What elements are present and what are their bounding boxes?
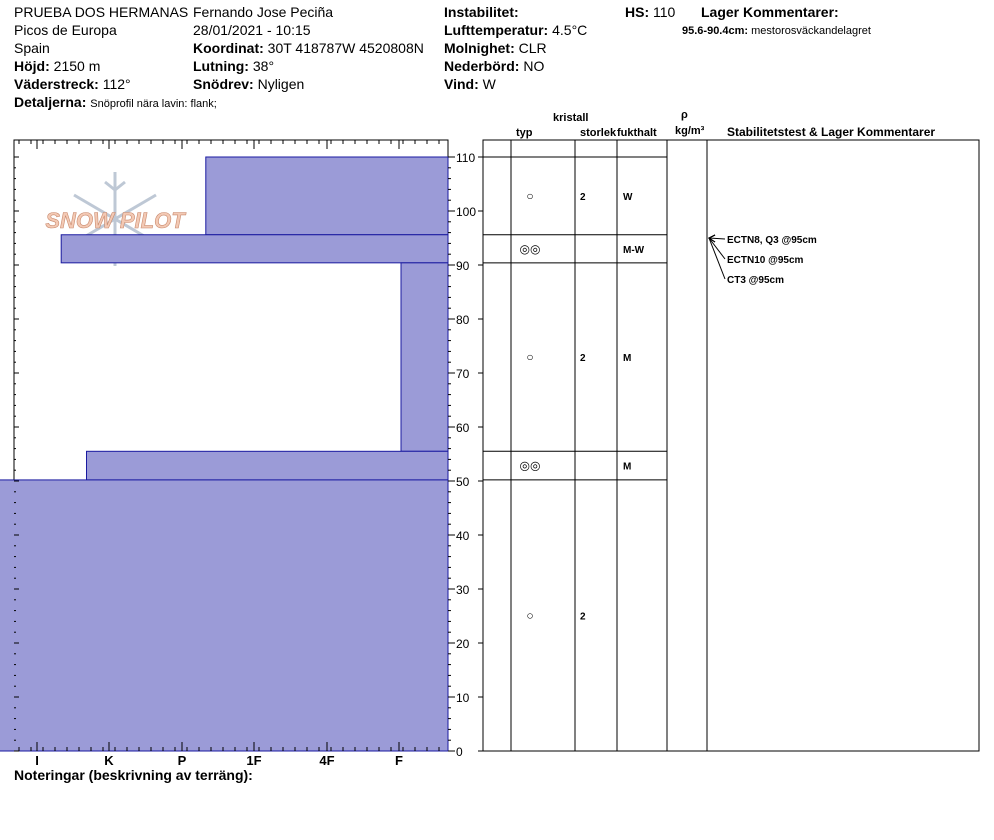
hardness-label-I: I bbox=[35, 753, 39, 768]
sky-value: CLR bbox=[518, 40, 547, 56]
col-stability: Stabilitetstest & Lager Kommentarer bbox=[727, 125, 936, 139]
aspect-label: Väderstreck: bbox=[14, 76, 99, 92]
stability-leader-2 bbox=[709, 238, 725, 279]
depth-tick-label-110: 110 bbox=[456, 151, 476, 165]
airtemp-value: 4.5°C bbox=[552, 22, 588, 38]
layer-table-frame bbox=[483, 140, 979, 751]
drift-value: Nyligen bbox=[257, 76, 305, 92]
stability-test-1: ECTN10 @95cm bbox=[727, 255, 804, 266]
moisture-0: W bbox=[623, 191, 633, 203]
stability-test-2: CT3 @95cm bbox=[727, 275, 784, 286]
depth-tick-label-100: 100 bbox=[456, 205, 477, 219]
hs-label: HS: bbox=[625, 4, 650, 20]
region: Picos de Europa bbox=[14, 22, 117, 38]
layer-table-rows bbox=[520, 189, 645, 623]
stability-leader-0 bbox=[709, 238, 725, 239]
hardness-label-4F: 4F bbox=[319, 753, 335, 768]
slope-label: Lutning: bbox=[193, 58, 249, 74]
crystal-size-0: 2 bbox=[580, 191, 586, 203]
details-value: Snöprofil nära lavin: flank; bbox=[90, 98, 217, 110]
layer-comment-range: 95.6-90.4cm: bbox=[682, 25, 749, 37]
depth-tick-label-90: 90 bbox=[456, 259, 470, 273]
wind-label: Vind: bbox=[444, 76, 479, 92]
depth-tick-label-60: 60 bbox=[456, 421, 470, 435]
col-rho: ρ bbox=[681, 109, 688, 121]
elevation-value: 2150 m bbox=[53, 58, 101, 74]
precip-label: Nederbörd: bbox=[444, 58, 520, 74]
hs-value: 110 bbox=[653, 4, 676, 20]
airtemp-label: Lufttemperatur: bbox=[444, 22, 549, 38]
depth-tick-label-10: 10 bbox=[456, 691, 470, 705]
stability-test-0: ECTN8, Q3 @95cm bbox=[727, 235, 817, 246]
depth-tick-label-0: 0 bbox=[456, 745, 463, 759]
crystal-size-4: 2 bbox=[580, 611, 586, 623]
layer-comments-title: Lager Kommentarer: bbox=[701, 4, 839, 20]
crystal-type-1: ◎◎ bbox=[519, 241, 541, 256]
layer-table-grid bbox=[483, 140, 707, 751]
wind-value: W bbox=[482, 76, 496, 92]
hardness-bar-0 bbox=[206, 157, 448, 235]
hardness-bar-1 bbox=[61, 235, 448, 263]
hardness-bar-4 bbox=[0, 480, 448, 751]
moisture-3: M bbox=[623, 461, 632, 473]
crystal-type-2: ○ bbox=[526, 350, 534, 365]
hardness-label-1F: 1F bbox=[246, 753, 262, 768]
drift-label: Snödrev: bbox=[193, 76, 254, 92]
depth-tick-label-50: 50 bbox=[456, 475, 470, 489]
depth-tick-label-80: 80 bbox=[456, 313, 470, 327]
crystal-type-3: ◎◎ bbox=[519, 458, 541, 473]
stability-leader-1 bbox=[709, 238, 725, 259]
crystal-type-4: ○ bbox=[526, 608, 534, 623]
depth-tick-label-70: 70 bbox=[456, 367, 470, 381]
moisture-2: M bbox=[623, 353, 632, 365]
coord-value: 30T 418787W 4520808N bbox=[267, 40, 424, 56]
instability-label: Instabilitet: bbox=[444, 4, 519, 20]
col-fukthalt: fukthalt bbox=[617, 127, 657, 139]
location: PRUEBA DOS HERMANAS bbox=[14, 4, 189, 20]
details-label: Detaljerna: bbox=[14, 94, 87, 110]
depth-tick-label-20: 20 bbox=[456, 637, 470, 651]
col-typ: typ bbox=[516, 127, 533, 139]
notes-label: Noteringar (beskrivning av terräng): bbox=[14, 767, 253, 783]
depth-tick-label-40: 40 bbox=[456, 529, 470, 543]
elevation-label: Höjd: bbox=[14, 58, 50, 74]
hardness-bar-2 bbox=[401, 263, 448, 451]
col-storlek: storlek bbox=[580, 127, 616, 139]
logo-text: SNOW PILOT bbox=[45, 208, 185, 233]
observer: Fernando Jose Peciña bbox=[193, 4, 334, 20]
col-density-unit: kg/m³ bbox=[675, 125, 705, 137]
datetime: 28/01/2021 - 10:15 bbox=[193, 22, 311, 38]
precip-value: NO bbox=[523, 58, 545, 74]
depth-tick-label-30: 30 bbox=[456, 583, 470, 597]
col-kristall: kristall bbox=[553, 112, 589, 124]
sky-label: Molnighet: bbox=[444, 40, 515, 56]
layer-comment-text: mestorosväckandelagret bbox=[751, 25, 871, 37]
crystal-type-0: ○ bbox=[526, 188, 534, 203]
moisture-1: M-W bbox=[623, 244, 645, 256]
hardness-bars bbox=[0, 157, 448, 751]
aspect-value: 112° bbox=[102, 76, 131, 92]
coord-label: Koordinat: bbox=[193, 40, 264, 56]
crystal-size-2: 2 bbox=[580, 353, 586, 365]
stability-tests bbox=[709, 235, 817, 286]
hardness-label-K: K bbox=[104, 753, 114, 768]
hardness-bar-3 bbox=[87, 451, 449, 480]
country: Spain bbox=[14, 40, 50, 56]
hardness-label-F: F bbox=[395, 753, 403, 768]
slope-value: 38° bbox=[252, 58, 275, 74]
hardness-label-P: P bbox=[177, 753, 187, 768]
